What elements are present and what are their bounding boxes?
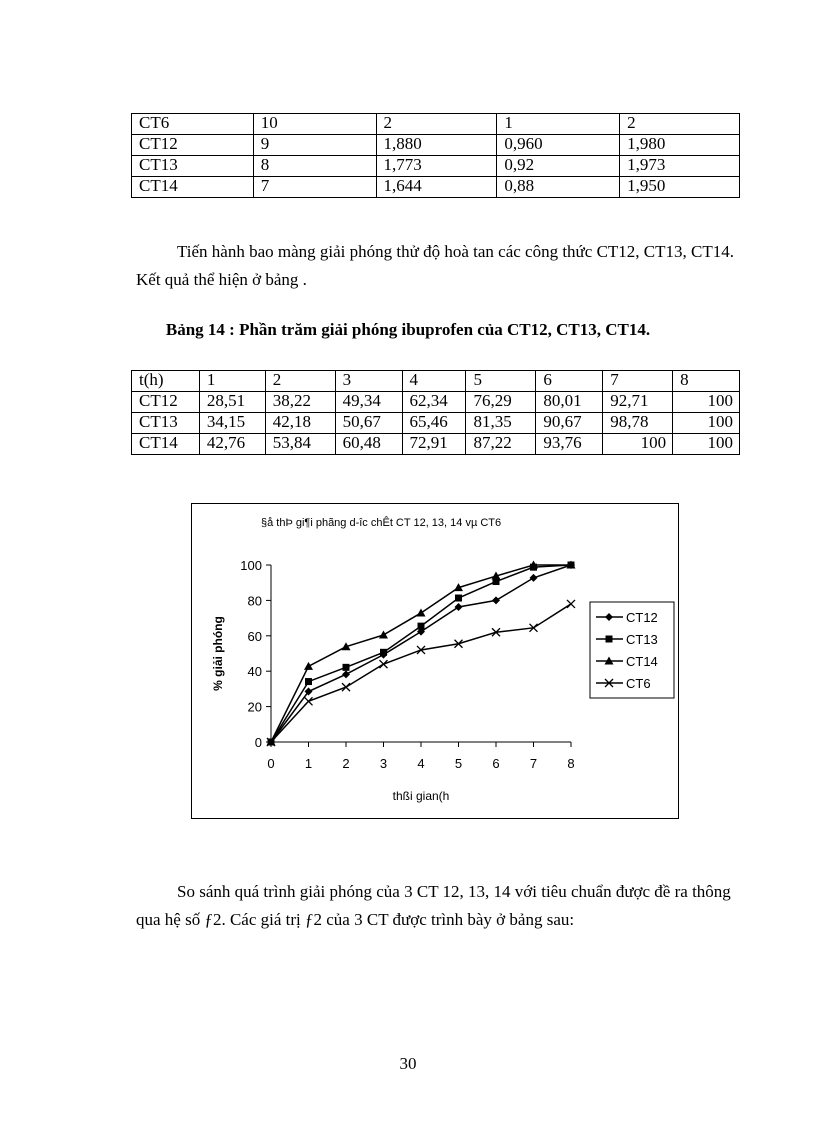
table14-cell: 76,29 <box>466 392 536 413</box>
table14-cell: 42,18 <box>265 413 335 434</box>
top-table-cell: 9 <box>253 135 376 156</box>
table14-cell: 72,91 <box>402 434 466 455</box>
table14-row <box>132 413 740 434</box>
table14-cell: 92,71 <box>603 392 673 413</box>
table-14-caption: Bảng 14 : Phần trăm giải phóng ibuprofen của CT12, CT13, CT14. <box>165 320 651 339</box>
table14-cell: 28,51 <box>199 392 265 413</box>
x-tick-label: 0 <box>267 756 275 771</box>
table14-cell: 49,34 <box>335 392 402 413</box>
x-tick-label: 7 <box>529 756 538 771</box>
y-tick-label: 80 <box>247 593 262 609</box>
top-table-row <box>132 156 740 177</box>
paragraph-intro: Tiến hành bao màng giải phóng thử độ hoà tan các công thức CT12, CT13, CT14. Kết quả thể hiện ở bảng . <box>136 242 734 289</box>
table14-row <box>132 434 740 455</box>
top-table-cell: 0,88 <box>497 177 620 198</box>
legend-label-ct12: CT12 <box>626 610 658 625</box>
x-tick-label: 5 <box>454 756 463 771</box>
top-table-cell: 8 <box>253 156 376 177</box>
top-table-cell: CT6 <box>132 114 254 135</box>
x-tick-label: 3 <box>379 756 388 771</box>
table14-cell: CT13 <box>132 413 200 434</box>
series-line-ct14 <box>271 565 571 742</box>
y-tick-label: 20 <box>247 699 262 715</box>
table14-cell: 100 <box>673 392 740 413</box>
data-point-ct13 <box>380 649 387 656</box>
table14-cell: 3 <box>335 371 402 392</box>
data-point-ct6 <box>380 660 388 668</box>
table14-cell: 42,76 <box>199 434 265 455</box>
table14-cell: 65,46 <box>402 413 466 434</box>
y-tick-label: 40 <box>247 664 262 680</box>
top-table-row <box>132 114 740 135</box>
table14-cell: 4 <box>402 371 466 392</box>
top-table-cell: 10 <box>253 114 376 135</box>
top-table-cell: CT13 <box>132 156 254 177</box>
top-table-cell: 1,980 <box>620 135 740 156</box>
data-point-ct13 <box>455 595 462 602</box>
legend-marker-ct13 <box>606 636 613 643</box>
release-percentage-table <box>131 370 740 455</box>
x-tick-label: 2 <box>342 756 350 771</box>
data-point-ct6 <box>342 683 350 691</box>
series-line-ct13 <box>271 565 571 742</box>
paragraph-f2: So sánh quá trình giải phóng của 3 CT 12, 13, 14 với tiêu chuẩn được đề ra thông qua hệ số ƒ2. Các giá trị ƒ2 của 3 CT được trình bày ở bảng sau: <box>136 882 731 929</box>
x-tick-label: 1 <box>304 756 313 771</box>
data-point-ct6 <box>305 697 313 705</box>
table14-row <box>132 392 740 413</box>
table14-cell: 60,48 <box>335 434 402 455</box>
data-point-ct6 <box>567 600 575 608</box>
table14-cell: 38,22 <box>265 392 335 413</box>
table14-cell: 98,78 <box>603 413 673 434</box>
top-table-cell: CT12 <box>132 135 254 156</box>
top-table-cell: 1,880 <box>376 135 497 156</box>
table14-cell: 100 <box>673 434 740 455</box>
table14-cell: 6 <box>536 371 603 392</box>
top-table-row <box>132 177 740 198</box>
y-tick-label: 100 <box>240 558 262 573</box>
table14-cell: 80,01 <box>536 392 603 413</box>
table14-cell: 5 <box>466 371 536 392</box>
data-point-ct12 <box>530 574 538 582</box>
release-chart-svg <box>192 504 678 818</box>
release-chart <box>191 503 679 819</box>
top-table-cell: CT14 <box>132 177 254 198</box>
y-axis-label: % giải phóng <box>211 616 225 691</box>
y-tick-label: 60 <box>247 628 262 644</box>
table14-cell: 8 <box>673 371 740 392</box>
x-tick-label: 8 <box>567 756 575 771</box>
data-point-ct12 <box>455 603 463 611</box>
data-point-ct13 <box>305 678 312 685</box>
comparison-table <box>131 113 740 198</box>
data-point-ct13 <box>418 623 425 630</box>
data-point-ct12 <box>492 596 500 604</box>
series-line-ct12 <box>271 565 571 742</box>
x-tick-label: 6 <box>492 756 500 771</box>
table14-cell: 93,76 <box>536 434 603 455</box>
table14-cell: 87,22 <box>466 434 536 455</box>
legend-label-ct14: CT14 <box>626 654 658 669</box>
table14-cell: 2 <box>265 371 335 392</box>
top-table-cell: 7 <box>253 177 376 198</box>
top-table-cell: 1,950 <box>620 177 740 198</box>
table14-row <box>132 371 740 392</box>
table14-cell: CT12 <box>132 392 200 413</box>
data-point-ct12 <box>342 670 350 678</box>
top-table-cell: 1 <box>497 114 620 135</box>
table14-cell: t(h) <box>132 371 200 392</box>
top-table-cell: 0,960 <box>497 135 620 156</box>
table14-cell: 34,15 <box>199 413 265 434</box>
table14-cell: CT14 <box>132 434 200 455</box>
x-axis-label: thßi gian(h <box>392 789 450 803</box>
y-tick-label: 0 <box>254 735 262 750</box>
top-table-row <box>132 135 740 156</box>
table14-cell: 7 <box>603 371 673 392</box>
table14-cell: 50,67 <box>335 413 402 434</box>
legend-label-ct13: CT13 <box>626 632 658 647</box>
top-table-cell: 0,92 <box>497 156 620 177</box>
top-table-cell: 1,773 <box>376 156 497 177</box>
table14-cell: 62,34 <box>402 392 466 413</box>
data-point-ct14 <box>417 608 426 616</box>
top-table-cell: 2 <box>376 114 497 135</box>
x-tick-label: 4 <box>417 756 425 771</box>
top-table-cell: 2 <box>620 114 740 135</box>
top-table-cell: 1,644 <box>376 177 497 198</box>
table14-cell: 81,35 <box>466 413 536 434</box>
top-table-cell: 1,973 <box>620 156 740 177</box>
table14-cell: 53,84 <box>265 434 335 455</box>
table14-cell: 90,67 <box>536 413 603 434</box>
table14-cell: 100 <box>603 434 673 455</box>
page-number: 30 <box>399 1054 417 1073</box>
data-point-ct14 <box>304 662 313 670</box>
chart-title: §å thÞ gi¶i phãng d-îc chÊt CT 12, 13, 14 vµ CT6 <box>261 517 502 529</box>
legend-label-ct6: CT6 <box>626 676 651 691</box>
table14-cell: 100 <box>673 413 740 434</box>
table14-cell: 1 <box>199 371 265 392</box>
data-point-ct14 <box>379 630 388 638</box>
data-point-ct13 <box>343 664 350 671</box>
